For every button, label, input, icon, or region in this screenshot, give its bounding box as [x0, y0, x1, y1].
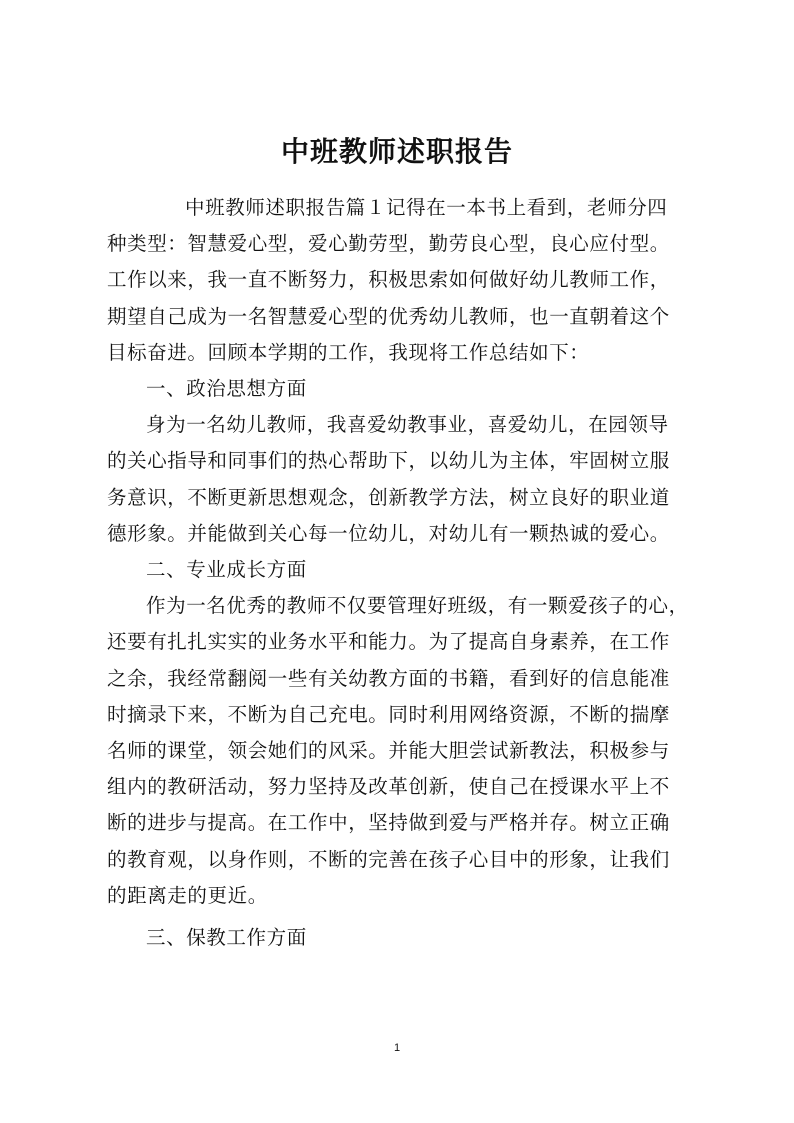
paragraph-line: 期望自己成为一名智慧爱心型的优秀幼儿教师，也一直朝着这个	[107, 304, 670, 328]
paragraph-line: 时摘录下来，不断为自己充电。同时利用网络资源，不断的揣摩	[107, 702, 670, 726]
paragraph-line: 名师的课堂，领会她们的风采。并能大胆尝试新教法，积极参与	[107, 739, 670, 763]
document-body	[107, 190, 699, 956]
section-heading-care: 三、保教工作方面	[146, 926, 307, 950]
paragraph-line: 的关心指导和同事们的热心帮助下，以幼儿为主体，牢固树立服	[107, 449, 670, 473]
paragraph-line: 中班教师述职报告篇１记得在一本书上看到，老师分四	[185, 196, 668, 219]
paragraph-line: 的距离走的更近。	[107, 883, 268, 907]
paragraph-line: 务意识，不断更新思想观念，创新教学方法，树立良好的职业道	[107, 485, 670, 509]
section-heading-politics: 一、政治思想方面	[146, 377, 307, 401]
paragraph-line: 之余，我经常翻阅一些有关幼教方面的书籍，看到好的信息能准	[107, 666, 670, 690]
paragraph-line: 种类型：智慧爱心型，爱心勤劳型，勤劳良心型，良心应付型。	[107, 232, 670, 256]
paragraph-line: 的教育观，以身作则，不断的完善在孩子心目中的形象，让我们	[107, 847, 670, 871]
paragraph-line: 作为一名优秀的教师不仅要管理好班级，有一颗爱孩子的心，	[146, 594, 689, 618]
paragraph-line: 身为一名幼儿教师，我喜爱幼教事业，喜爱幼儿，在园领导	[146, 413, 669, 437]
paragraph-line: 组内的教研活动，努力坚持及改革创新，使自己在授课水平上不	[107, 775, 670, 799]
paragraph-line: 工作以来，我一直不断努力，积极思索如何做好幼儿教师工作，	[107, 268, 670, 292]
paragraph-line: 目标奋进。回顾本学期的工作，我现将工作总结如下：	[107, 340, 590, 364]
section-heading-professional: 二、专业成长方面	[146, 558, 307, 582]
paragraph-line: 断的进步与提高。在工作中，坚持做到爱与严格并存。树立正确	[107, 811, 670, 835]
paragraph-line: 德形象。并能做到关心每一位幼儿，对幼儿有一颗热诚的爱心。	[107, 521, 670, 545]
document-title: 中班教师述职报告	[280, 135, 513, 168]
page-number: 1	[393, 1042, 401, 1054]
paragraph-line: 还要有扎扎实实的业务水平和能力。为了提高自身素养，在工作	[107, 630, 670, 654]
